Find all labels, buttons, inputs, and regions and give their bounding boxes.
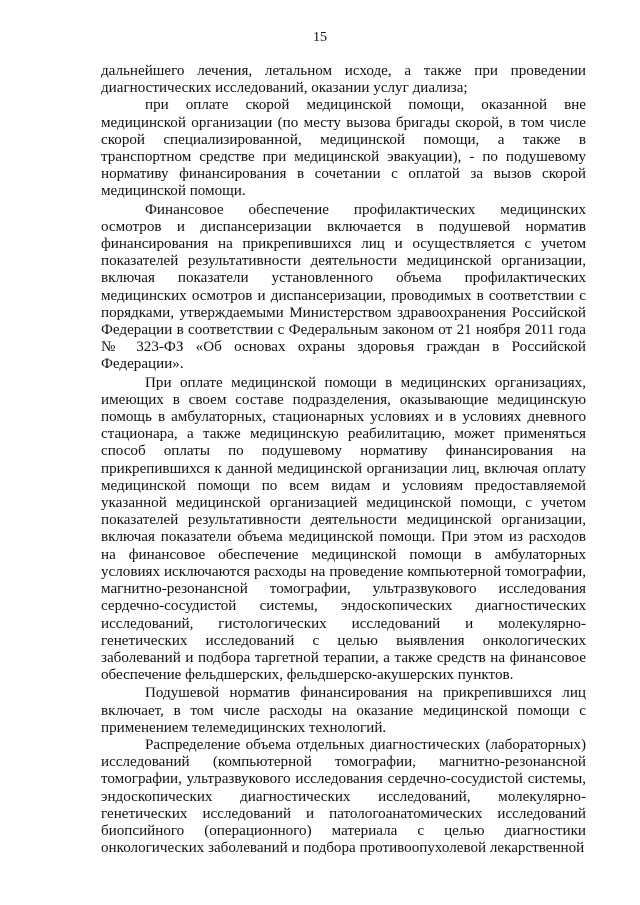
paragraph-per-capita-payment: При оплате медицинской помощи в медицинских организациях, имеющих в своем составе подразделения, оказывающие медицинскую помощь в амбулаторных, стационарных условиях и в условиях дневного стационара, а также медицинскую реабилитацию, может применяться способ оплаты по подушевому нормативу финансирования на прикрепившихся к данной медицинской организации лиц, включая оплату медицинской помощи по всем видам и условиям предоставляемой указанной медицинской организацией медицинской помощи, с учетом показателей результативности деятельности медицинской организации, включая показатели объема медицинской помощи. При этом из расходов на финансовое обеспечение медицинской помощи в амбулаторных условиях исключаются расходы на проведение компьютерной томографии, магнитно-резонансной томографии, ультразвукового исследования сердечно-сосудистой системы, эндоскопических диагностических исследований, гистологических исследований и молекулярно-генетических исследований с целью выявления онкологических заболеваний и подбора таргетной терапии, а также средств на финансовое обеспечение фельдшерских, фельдшерско-акушерских пунктов. xyxy=(101,374,586,684)
paragraph-continuation: дальнейшего лечения, летальном исходе, а также при проведении диагностических исследований, оказании услуг диализа; xyxy=(101,63,586,97)
document-body xyxy=(101,63,586,857)
paragraph-ambulance-payment: при оплате скорой медицинской помощи, оказанной вне медицинской организации (по месту вызова бригады скорой, в том числе скорой специализированной, медицинской помощи, а также в транспортном средстве при медицинской эвакуации), - по подушевому нормативу финансирования в сочетании с оплатой за вызов скорой медицинской помощи. xyxy=(101,97,586,200)
page-number: 15 xyxy=(313,30,327,45)
paragraph-diagnostic-distribution: Распределение объема отдельных диагностических (лабораторных) исследований (компьютерной томографии, магнитно-резонансной томографии, ультразвукового исследования сердечно-сосудистой системы, эндоскопических диагностических исследований, молекулярно-генетических исследований и патологоанатомических исследований биопсийного (операционного) материала с целью диагностики онкологических заболеваний и подбора противоопухолевой лекарственной xyxy=(101,736,586,857)
paragraph-preventive-exams: Финансовое обеспечение профилактических медицинских осмотров и диспансеризации включается в подушевой норматив финансирования на прикрепившихся лиц и осуществляется с учетом показателей результативности деятельности медицинской организации, включая показатели установленного объема профилактических медицинских осмотров и диспансеризации, проводимых в соответствии с порядками, утверждаемыми Министерством здравоохранения Российской Федерации в соответствии с Федеральным законом от 21 ноября 2011 года № 323-ФЗ «Об основах охраны здоровья граждан в Российской Федерации». xyxy=(101,201,586,373)
paragraph-telemedicine: Подушевой норматив финансирования на прикрепившихся лиц включает, в том числе расходы на оказание медицинской помощи с применением телемедицинских технологий. xyxy=(101,685,586,736)
